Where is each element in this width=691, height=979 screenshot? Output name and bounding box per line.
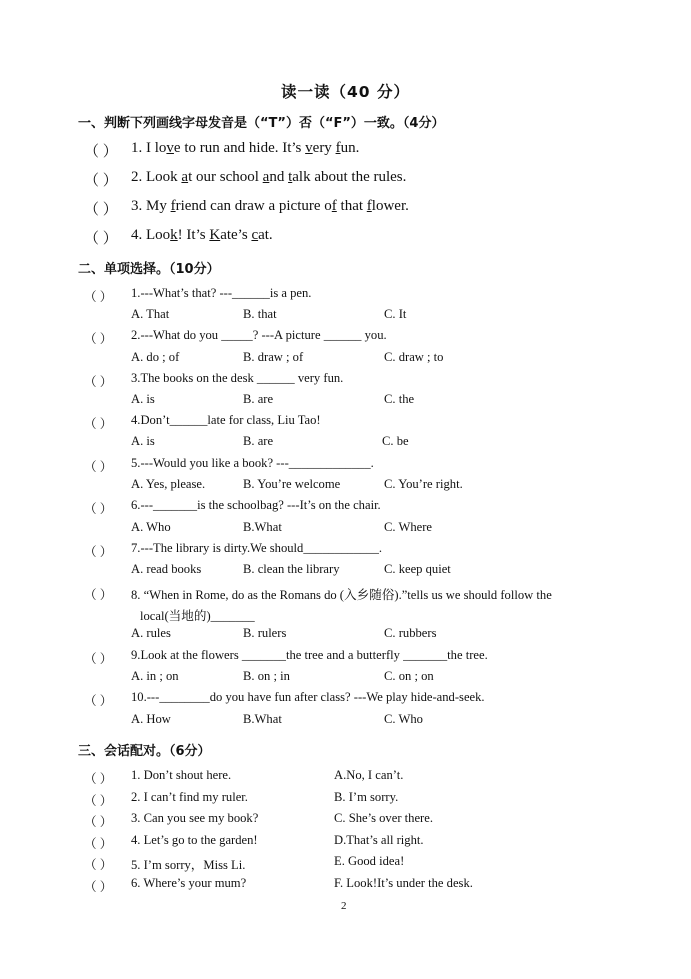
option-a: A. read books	[131, 562, 202, 576]
option-c: C. the	[384, 392, 415, 406]
dialog-question: 1. Don’t shout here.	[131, 768, 232, 782]
s1-question-3: 3. My friend can draw a picture of that flower.	[131, 198, 409, 214]
page-number: 2	[341, 900, 347, 912]
dialog-answer: B. I’m sorry.	[334, 790, 399, 804]
answer-bracket: （ ）	[84, 815, 113, 829]
option-c: C. be	[382, 434, 409, 448]
answer-bracket: （ ）	[84, 290, 113, 304]
option-b: B.What	[243, 520, 282, 534]
option-b: B. are	[243, 434, 274, 448]
answer-bracket: （ ）	[84, 837, 113, 851]
option-b: B. clean the library	[243, 562, 340, 576]
s2-question: 2.---What do you _____? ---A picture ______ you.	[131, 328, 387, 342]
dialog-answer: E. Good idea!	[334, 854, 405, 868]
option-c: C. draw ; to	[384, 350, 444, 364]
answer-bracket: （ ）	[84, 772, 113, 786]
section3-heading: 三、会话配对。（6分）	[78, 744, 211, 759]
option-c: C. Who	[384, 712, 423, 726]
option-b: B.What	[243, 712, 282, 726]
answer-bracket: （ ）	[84, 588, 113, 602]
option-c: C. rubbers	[384, 626, 437, 640]
dialog-question: 5. I’m sorry，Miss Li.	[131, 858, 246, 872]
s2-question: 4.Don’t______late for class, Liu Tao!	[131, 413, 321, 427]
dialog-answer: C. She’s over there.	[334, 811, 433, 825]
s2-question: 1.---What’s that? ---______is a pen.	[131, 286, 312, 300]
answer-bracket: （ ）	[84, 652, 113, 666]
option-a: A. do ; of	[131, 350, 180, 364]
s2-question-continued: local(当地的)_______	[140, 609, 255, 623]
option-a: A. is	[131, 434, 155, 448]
answer-bracket: （ ）	[84, 202, 118, 218]
option-b: B. rulers	[243, 626, 287, 640]
option-c: C. keep quiet	[384, 562, 451, 576]
option-b: B. on ; in	[243, 669, 290, 683]
s2-question: 7.---The library is dirty.We should____________.	[131, 541, 383, 555]
option-a: A. rules	[131, 626, 171, 640]
option-c: C. Where	[384, 520, 433, 534]
section1-heading: 一、判断下列画线字母发音是（“T”）否（“F”）一致。（4分）	[78, 116, 445, 131]
option-c: C. on ; on	[384, 669, 434, 683]
s2-question: 8. “When in Rome, do as the Romans do (入乡随俗).”tells us we should follow the	[131, 588, 552, 602]
answer-bracket: （ ）	[84, 460, 113, 474]
s2-question: 6.---_______is the schoolbag? ---It’s on the chair.	[131, 498, 381, 512]
s1-question-4: 4. Look! It’s Kate’s cat.	[131, 227, 273, 243]
s1-question-2: 2. Look at our school and talk about the rules.	[131, 169, 407, 185]
dialog-question: 6. Where’s your mum?	[131, 876, 247, 890]
s1-question-1: 1. I love to run and hide. It’s very fun.	[131, 140, 360, 156]
dialog-question: 4. Let’s go to the garden!	[131, 833, 258, 847]
option-b: B. that	[243, 307, 277, 321]
s2-question: 9.Look at the flowers _______the tree and a butterfly _______the tree.	[131, 648, 488, 662]
answer-bracket: （ ）	[84, 858, 113, 872]
s2-question: 3.The books on the desk ______ very fun.	[131, 371, 344, 385]
option-a: A. Who	[131, 520, 171, 534]
s2-question: 10.---________do you have fun after class? ---We play hide-and-seek.	[131, 690, 485, 704]
option-a: A. Yes, please.	[131, 477, 206, 491]
answer-bracket: （ ）	[84, 332, 113, 346]
answer-bracket: （ ）	[84, 144, 118, 160]
answer-bracket: （ ）	[84, 417, 113, 431]
dialog-question: 3. Can you see my book?	[131, 811, 259, 825]
option-b: B. draw ; of	[243, 350, 304, 364]
dialog-answer: F. Look!It’s under the desk.	[334, 876, 473, 890]
answer-bracket: （ ）	[84, 502, 113, 516]
option-b: B. are	[243, 392, 274, 406]
answer-bracket: （ ）	[84, 880, 113, 894]
page-title: 读一读（40 分）	[281, 83, 410, 101]
dialog-answer: D.That’s all right.	[334, 833, 424, 847]
option-a: A. is	[131, 392, 155, 406]
option-a: A. How	[131, 712, 171, 726]
answer-bracket: （ ）	[84, 545, 113, 559]
option-c: C. It	[384, 307, 407, 321]
dialog-answer: A.No, I can’t.	[334, 768, 404, 782]
answer-bracket: （ ）	[84, 173, 118, 189]
answer-bracket: （ ）	[84, 231, 118, 247]
section2-heading: 二、单项选择。（10分）	[78, 262, 220, 277]
answer-bracket: （ ）	[84, 375, 113, 389]
option-c: C. You’re right.	[384, 477, 463, 491]
answer-bracket: （ ）	[84, 694, 113, 708]
answer-bracket: （ ）	[84, 794, 113, 808]
option-a: A. in ; on	[131, 669, 179, 683]
s2-question: 5.---Would you like a book? ---_____________.	[131, 456, 374, 470]
option-b: B. You’re welcome	[243, 477, 341, 491]
dialog-question: 2. I can’t find my ruler.	[131, 790, 248, 804]
option-a: A. That	[131, 307, 170, 321]
